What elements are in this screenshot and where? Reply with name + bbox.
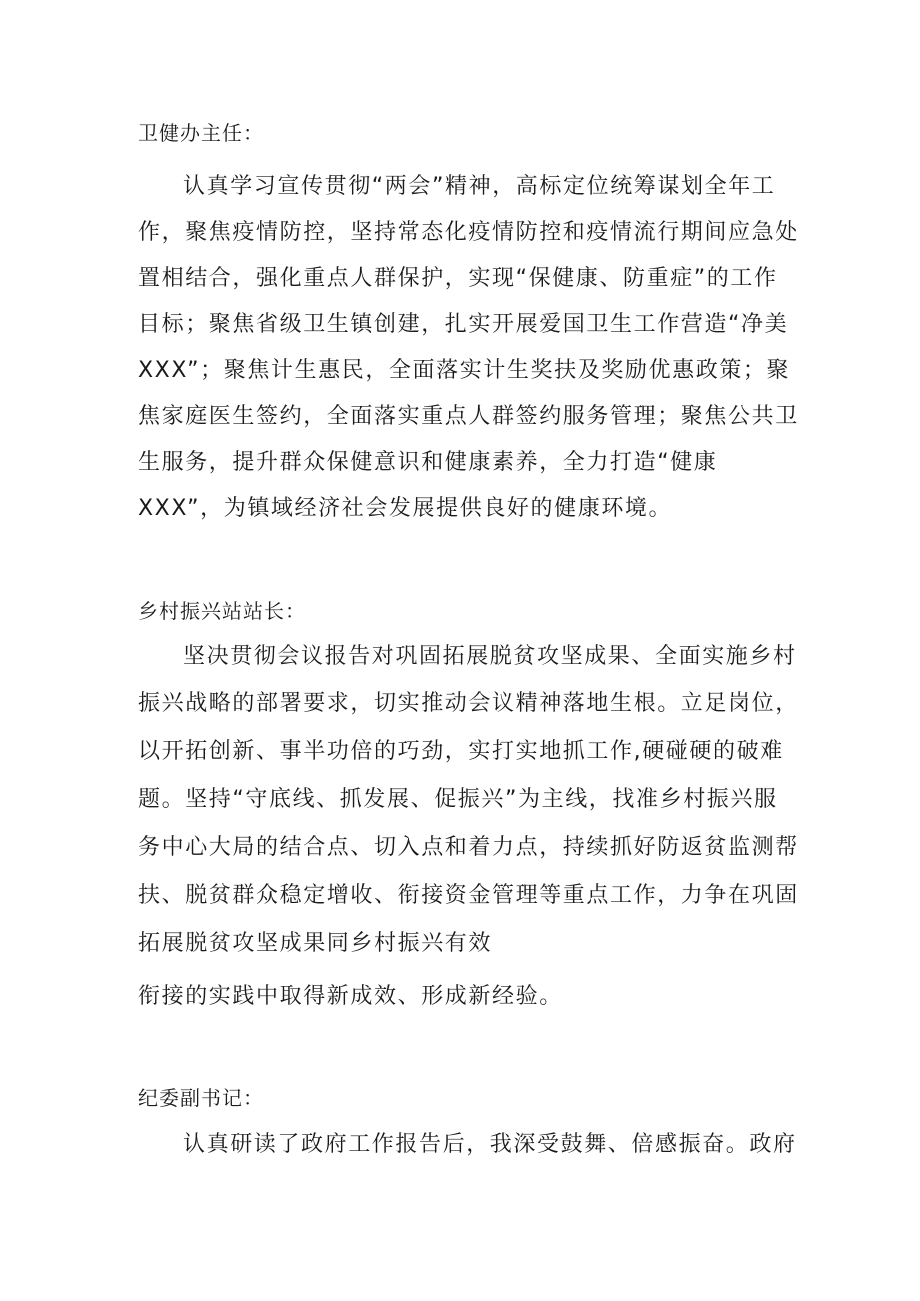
paragraph-line: 认真研读了政府工作报告后，我深受鼓舞、倍感振奋。政府 <box>183 1132 797 1157</box>
section-heading: 纪委副书记： <box>138 1086 264 1110</box>
paragraph-line: 生服务，提升群众保健意识和健康素养，全力打造“健康 <box>138 450 718 475</box>
paragraph-line: 作，聚焦疫情防控，坚持常态化疫情防控和疫情流行期间应急处 <box>138 220 799 245</box>
paragraph-line: XXX”，为镇域经济社会发展提供良好的健康环境。 <box>138 496 673 521</box>
paragraph-line: 坚决贯彻会议报告对巩固拓展脱贫攻坚成果、全面实施乡村 <box>183 644 797 669</box>
paragraph-line: 振兴战略的部署要求，切实推动会议精神落地生根。立足岗位， <box>138 691 799 716</box>
paragraph-line: 置相结合，强化重点人群保护，实现“保健康、防重症”的工作 <box>138 266 778 291</box>
paragraph-line: 扶、脱贫群众稳定增收、衔接资金管理等重点工作，力争在巩固 <box>138 883 799 908</box>
paragraph-line: 衔接的实践中取得新成效、形成新经验。 <box>138 984 563 1009</box>
paragraph-line: 以开拓创新、事半功倍的巧劲，实打实地抓工作,硬碰硬的破难 <box>138 739 784 764</box>
paragraph-line: 认真学习宣传贯彻“两会”精神，高标定位统筹谋划全年工 <box>183 174 776 199</box>
paragraph-line: XXX”；聚焦计生惠民，全面落实计生奖扶及奖励优惠政策；聚 <box>138 358 791 383</box>
paragraph-line: 焦家庭医生签约，全面落实重点人群签约服务管理；聚焦公共卫 <box>138 404 799 429</box>
paragraph-line: 务中心大局的结合点、切入点和着力点，持续抓好防返贫监测帮 <box>138 835 799 860</box>
paragraph-line: 题。坚持“守底线、抓发展、促振兴”为主线，找准乡村振兴服 <box>138 787 778 812</box>
paragraph-line: 目标；聚焦省级卫生镇创建，扎实开展爱国卫生工作营造“净美 <box>138 312 789 337</box>
paragraph-line: 拓展脱贫攻坚成果同乡村振兴有效 <box>138 931 493 956</box>
section-heading: 乡村振兴站站长： <box>138 599 306 623</box>
section-heading: 卫健办主任： <box>138 121 264 145</box>
